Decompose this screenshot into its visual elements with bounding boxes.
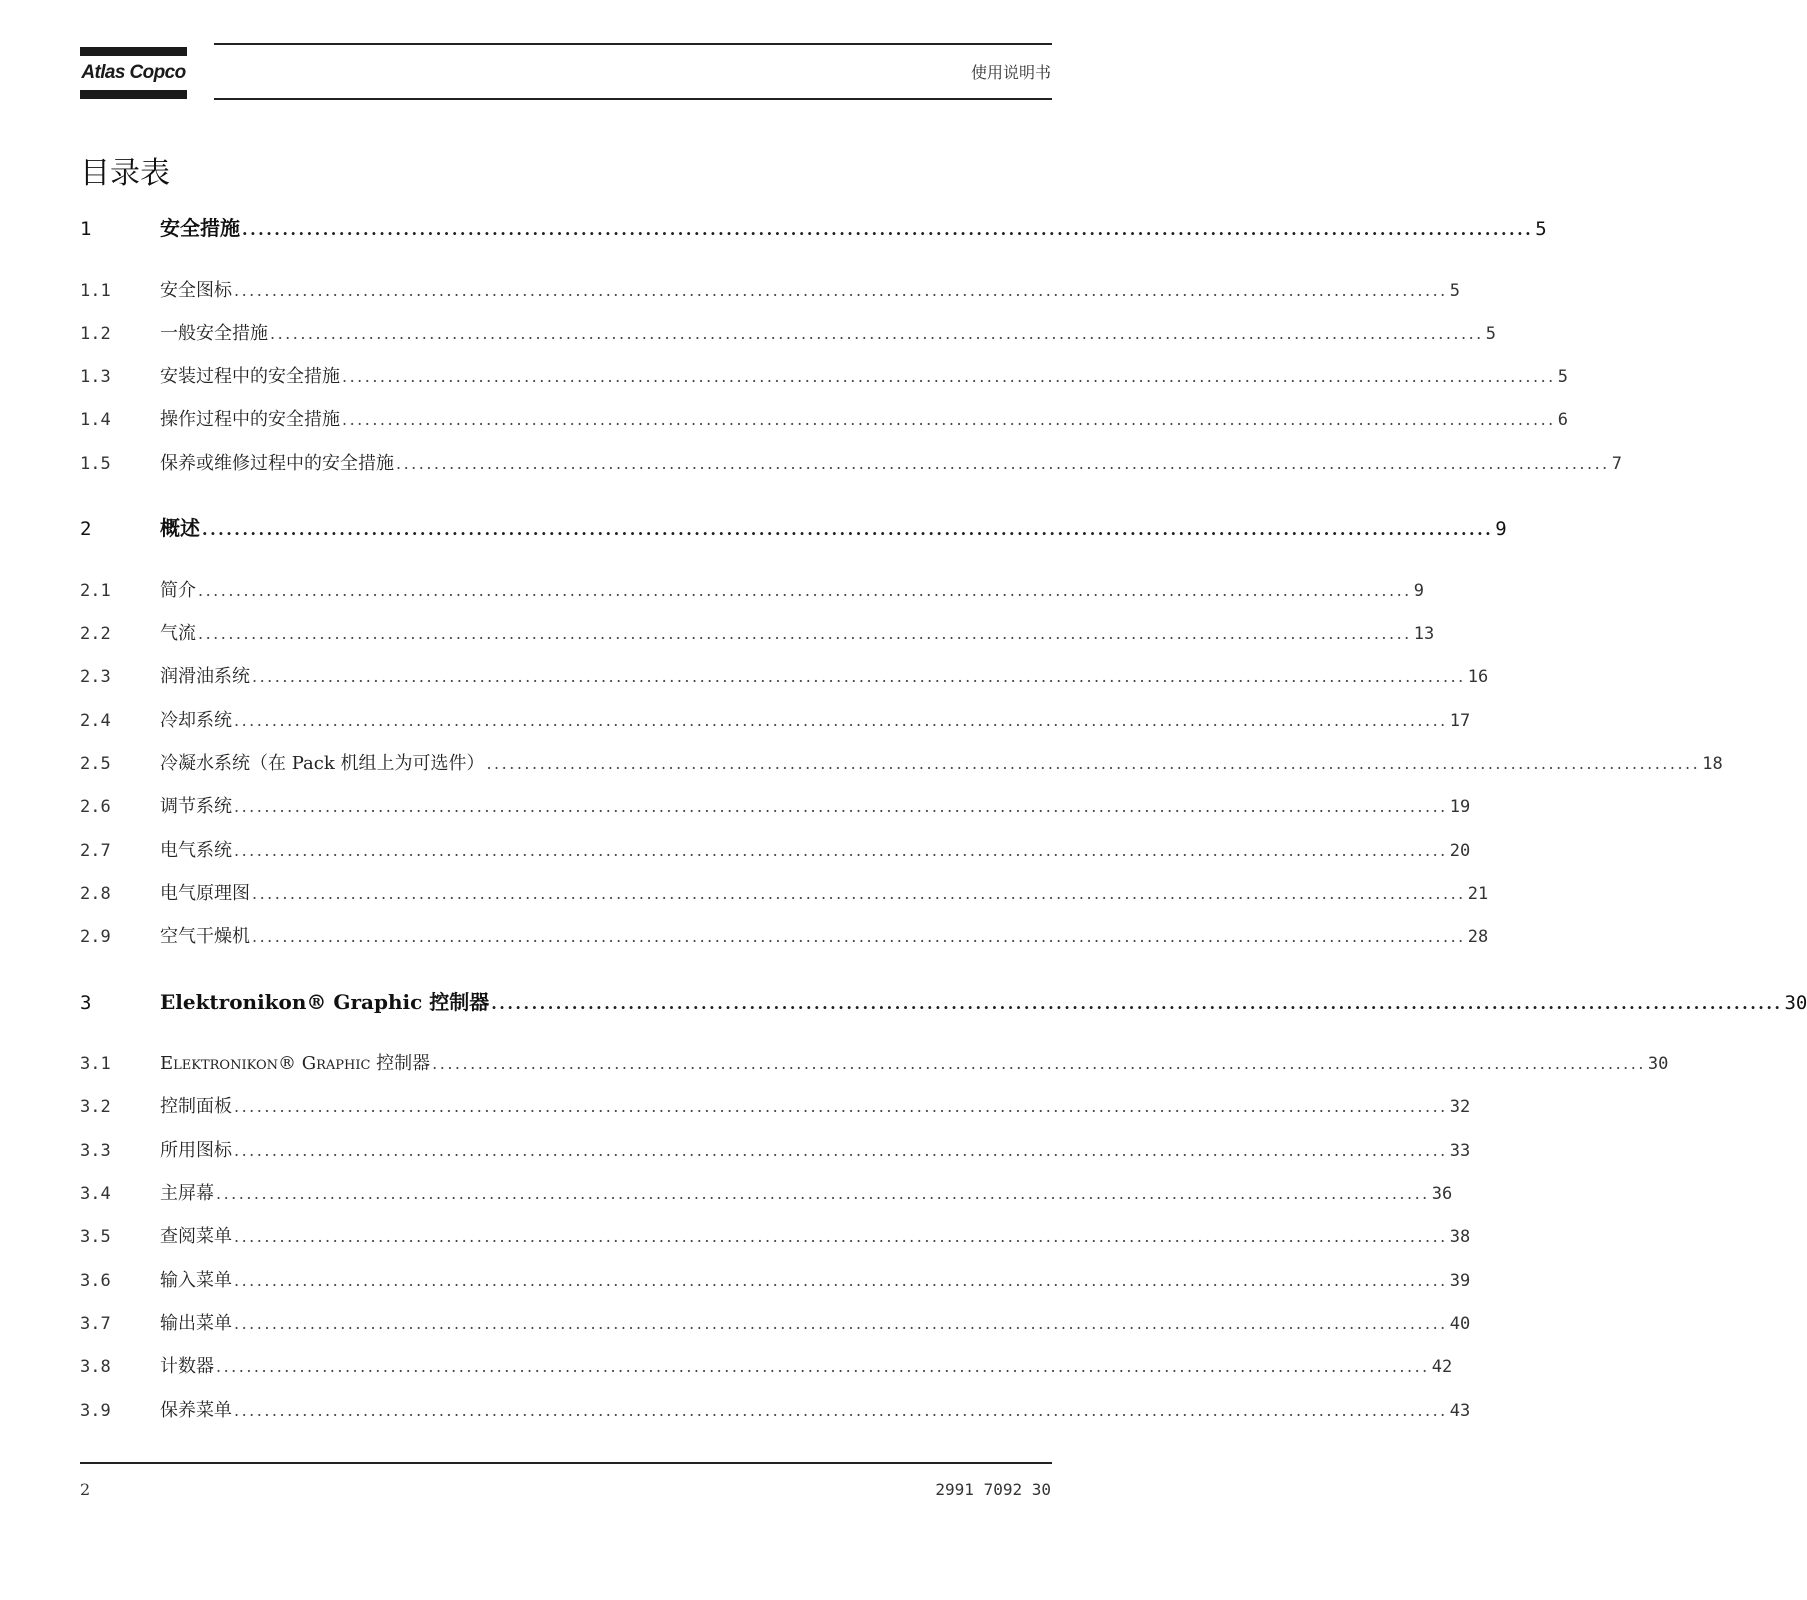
toc-entry-page: 39 [1449,1270,1471,1291]
toc-section-row[interactable] [80,1222,1471,1252]
toc-entry-title: 安全措施 [160,216,240,240]
toc-entry-number: 1.3 [80,367,111,388]
toc-section-row[interactable] [80,619,1435,649]
toc-dot-leader: ................................................................................................................................................................ [342,367,1556,387]
toc-dot-leader: ................................................................................................................................................................ [234,1400,1448,1420]
toc-section-row[interactable] [80,662,1489,692]
toc-entry-page: 33 [1449,1140,1471,1161]
toc-section-row[interactable] [80,1309,1471,1339]
document-number: 2991 7092 30 [935,1480,1051,1499]
toc-section-row[interactable] [80,836,1471,866]
toc-entry-number: 2.1 [80,580,111,601]
toc-entry-number: 3.6 [80,1270,111,1291]
toc-entry-number: 2.8 [80,883,111,904]
toc-entry-number: 3.9 [80,1400,111,1421]
toc-entry-number: 3 [80,991,92,1014]
toc-entry-title: 电气原理图 [160,882,250,904]
toc-dot-leader: ................................................................................................................................................................ [216,1357,1430,1377]
atlas-copco-logo [80,47,187,99]
toc-entry-page: 5 [1535,218,1547,240]
toc-section-row[interactable] [80,922,1489,952]
toc-dot-leader: ................................................................................................................................................................ [432,1054,1646,1074]
toc-entry-page: 21 [1467,883,1489,904]
toc-dot-leader: ................................................................................................................................................................ [242,220,1534,239]
toc-section-row[interactable] [80,879,1489,909]
toc-entry-page: 30 [1647,1054,1669,1075]
manual-label: 使用说明书 [970,63,1051,82]
toc-entry-number: 2.5 [80,753,111,774]
toc-entry-number: 1.1 [80,280,111,301]
toc-section-row[interactable] [80,362,1568,392]
toc-entry-title: 空气干燥机 [160,926,250,948]
toc-entry-title: 查阅菜单 [160,1226,232,1248]
toc-section-row[interactable] [80,1396,1471,1426]
toc-entry-title: 润滑油系统 [160,666,250,688]
toc-dot-leader: ................................................................................................................................................................ [270,323,1484,343]
toc-dot-leader: ................................................................................................................................................................ [252,667,1466,687]
toc-entry-number: 3.7 [80,1313,111,1334]
toc-entry-number: 3.3 [80,1140,111,1161]
toc-entry-title: 输入菜单 [160,1269,232,1291]
toc-section-row[interactable] [80,576,1424,606]
toc-entry-title: 冷却系统 [160,709,232,731]
toc-entry-title: 控制面板 [160,1096,232,1118]
toc-dot-leader: ................................................................................................................................................................ [234,1313,1448,1333]
toc-entry-page: 19 [1449,797,1471,818]
toc-dot-leader: ................................................................................................................................................................ [234,1270,1448,1290]
toc-dot-leader: ................................................................................................................................................................ [234,1140,1448,1160]
toc-entry-title: 安全图标 [160,279,232,301]
toc-entry-number: 3.2 [80,1097,111,1118]
toc-section-row[interactable] [80,319,1496,349]
toc-section-row[interactable] [80,405,1568,435]
toc-entry-page: 17 [1449,710,1471,731]
page-number: 2 [80,1480,91,1499]
toc-entry-page: 6 [1557,410,1568,431]
toc-entry-title: 气流 [160,623,196,644]
toc-entry-number: 2 [80,518,92,541]
toc-entry-page: 40 [1449,1313,1471,1334]
toc-chapter-row[interactable] [80,512,1507,542]
toc-entry-number: 3.8 [80,1357,111,1378]
header-rule-bottom [214,98,1052,100]
toc-entry-page: 5 [1485,323,1496,344]
toc-entry-number: 1 [80,218,92,240]
toc-entry-page: 9 [1495,518,1507,541]
toc-dot-leader: ................................................................................................................................................................ [342,410,1556,430]
toc-dot-leader: ................................................................................................................................................................ [234,710,1448,730]
toc-entry-number: 2.6 [80,797,111,818]
toc-entry-page: 18 [1702,753,1723,774]
toc-dot-leader: ................................................................................................................................................................ [234,797,1448,817]
toc-entry-page: 32 [1449,1097,1471,1118]
toc-entry-title: 操作过程中的安全措施 [160,409,340,431]
toc-section-row[interactable] [80,276,1460,306]
header-rule-top [214,43,1052,45]
toc-entry-page: 28 [1467,927,1489,948]
toc-dot-leader: ................................................................................................................................................................ [234,1097,1448,1117]
toc-entry-number: 2.2 [80,624,111,644]
toc-section-row[interactable] [80,792,1471,822]
toc-entry-number: 2.7 [80,840,111,861]
toc-entry-title: 安装过程中的安全措施 [160,366,340,388]
toc-section-row[interactable] [80,749,1723,779]
toc-section-row[interactable] [80,706,1471,736]
toc-entry-number: 1.5 [80,453,111,474]
toc-dot-leader: ................................................................................................................................................................ [198,580,1412,600]
toc-entry-page: 5 [1449,280,1460,301]
toc-entry-title: 保养或维修过程中的安全措施 [160,452,394,474]
toc-entry-page: 9 [1413,580,1424,601]
toc-entry-page: 36 [1431,1184,1453,1204]
toc-dot-leader: ................................................................................................................................................................ [486,753,1701,773]
toc-entry-title: 概述 [160,516,200,541]
footer-rule [80,1462,1052,1464]
toc-dot-leader: ................................................................................................................................................................ [491,993,1783,1013]
toc-entry-page: 42 [1431,1357,1453,1378]
toc-dot-leader: ................................................................................................................................................................ [198,624,1412,643]
toc-entry-title: 输出菜单 [160,1312,232,1334]
toc-entry-number: 3.1 [80,1054,111,1075]
toc-dot-leader: ................................................................................................................................................................ [202,520,1494,540]
toc-section-row[interactable] [80,1352,1453,1382]
toc-entry-page: 30 [1784,991,1807,1014]
toc-entry-title: 简介 [160,579,196,601]
toc-section-row[interactable] [80,1092,1471,1122]
logo-top-bar [80,47,187,56]
toc-entry-title: 所用图标 [160,1139,232,1161]
toc-chapter-row[interactable] [80,212,1547,242]
toc-entry-number: 2.9 [80,927,111,948]
toc-dot-leader: ................................................................................................................................................................ [234,280,1448,300]
toc-entry-number: 2.3 [80,667,111,688]
toc-entry-title: 计数器 [160,1356,214,1378]
toc-dot-leader: ................................................................................................................................................................ [396,453,1610,473]
toc-chapter-row[interactable] [80,986,1807,1016]
toc-dot-leader: ................................................................................................................................................................ [252,883,1466,903]
toc-dot-leader: ................................................................................................................................................................ [252,927,1466,947]
toc-dot-leader: ................................................................................................................................................................ [234,1227,1448,1247]
toc-entry-title: 保养菜单 [160,1399,232,1421]
toc-entry-page: 7 [1611,453,1622,474]
toc-entry-title: Elektronikon® Graphic 控制器 [160,1053,431,1075]
toc-entry-number: 1.4 [80,410,111,431]
toc-entry-title: Elektronikon® Graphic 控制器 [160,989,490,1014]
page-title: 目录表 [80,156,170,191]
toc-entry-title: 一般安全措施 [160,322,268,344]
toc-entry-number: 2.4 [80,710,111,731]
toc-entry-number: 1.2 [80,323,111,344]
toc-section-row[interactable] [80,1049,1669,1079]
toc-section-row[interactable] [80,449,1622,479]
toc-entry-title: 主屏幕 [160,1183,214,1204]
toc-entry-page: 5 [1557,367,1568,388]
logo-wordmark: Atlas Copco [81,62,186,83]
toc-entry-page: 20 [1449,840,1471,861]
toc-section-row[interactable] [80,1179,1453,1209]
toc-entry-title: 调节系统 [160,796,232,818]
toc-section-row[interactable] [80,1136,1471,1166]
toc-section-row[interactable] [80,1266,1471,1296]
toc-entry-page: 16 [1467,667,1489,688]
toc-entry-title: 电气系统 [160,839,232,861]
toc-entry-page: 38 [1449,1227,1471,1248]
logo-bottom-bar [80,90,187,99]
toc-entry-number: 3.4 [80,1184,111,1204]
toc-dot-leader: ................................................................................................................................................................ [234,840,1448,860]
toc-entry-number: 3.5 [80,1227,111,1248]
toc-entry-title: 冷凝水系统（在 Pack 机组上为可选件） [160,752,485,774]
toc-entry-page: 13 [1413,624,1435,644]
toc-dot-leader: ................................................................................................................................................................ [216,1184,1430,1203]
toc-entry-page: 43 [1449,1400,1471,1421]
